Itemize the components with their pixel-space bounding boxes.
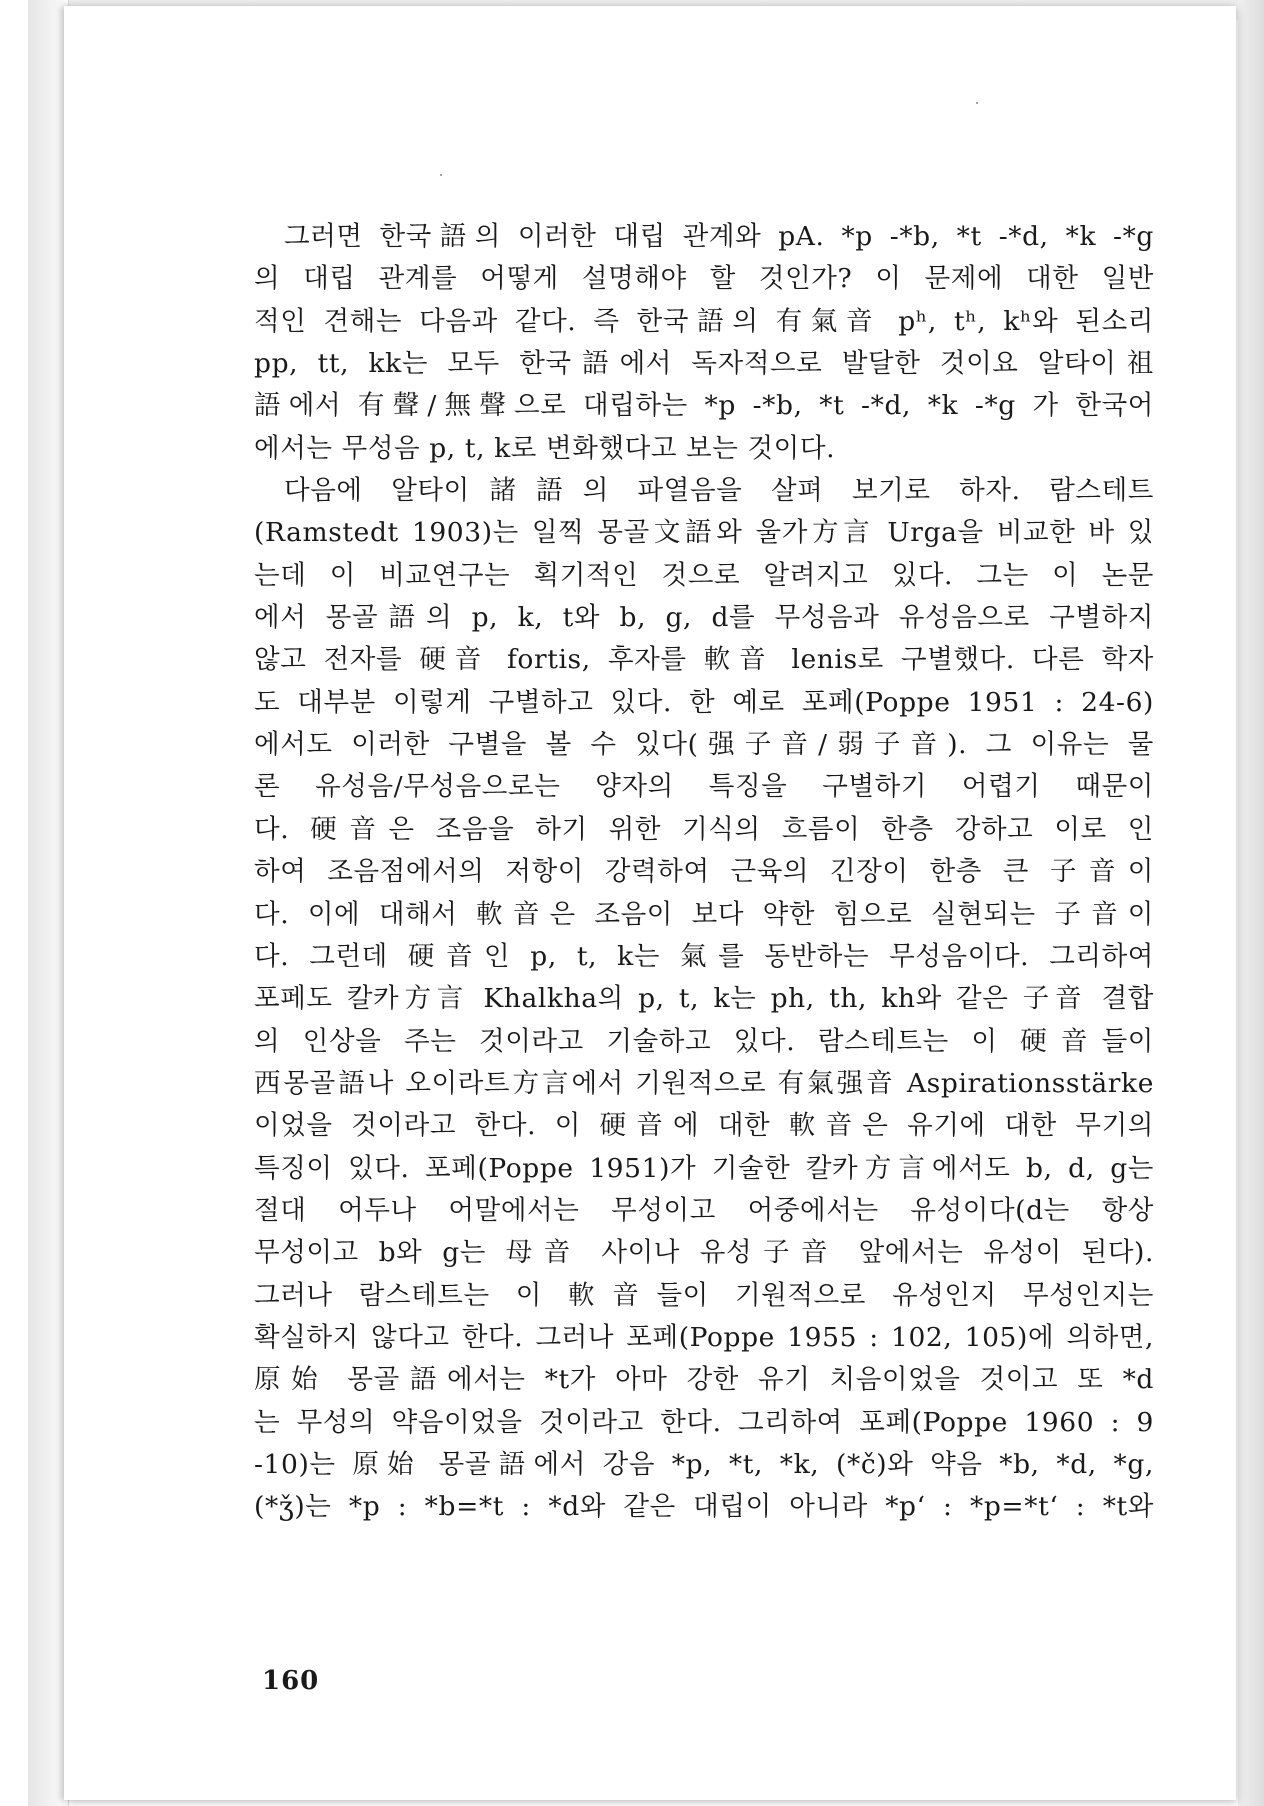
text-line: -10)는 原始 몽골語에서 강음 *p, *t, *k, (*č)와 약음 *b, *d, *g,	[254, 1448, 1154, 1480]
page-speck	[976, 102, 978, 104]
text-line: 는데 이 비교연구는 획기적인 것으로 알려지고 있다. 그는 이 논문	[254, 559, 1154, 591]
book-page	[64, 6, 1236, 1800]
text-line: 그러나 람스테트는 이 軟音들이 기원적으로 유성인지 무성인지는	[254, 1279, 1154, 1311]
text-line: 하여 조음점에서의 저항이 강력하여 근육의 긴장이 한층 큰 子音이	[254, 856, 1154, 888]
text-line: 론 유성음/무성음으로는 양자의 특징을 구별하기 어렵기 때문이	[254, 771, 1154, 803]
text-line: 原始 몽골語에서는 *t가 아마 강한 유기 치음이었을 것이고 또 *d	[254, 1364, 1154, 1396]
text-line: 절대 어두나 어말에서는 무성이고 어중에서는 유성이다(d는 항상	[254, 1194, 1154, 1226]
text-line: 이었을 것이라고 한다. 이 硬音에 대한 軟音은 유기에 대한 무기의	[254, 1110, 1154, 1142]
text-line: 도 대부분 이렇게 구별하고 있다. 한 예로 포페(Poppe 1951 : 24-6)	[254, 686, 1154, 718]
text-line: 語에서 有聲/無聲으로 대립하는 *p -*b, *t -*d, *k -*g 가 한국어	[254, 390, 1154, 422]
text-line: 그러면 한국語의 이러한 대립 관계와 pA. *p -*b, *t -*d, *k -*g	[284, 221, 1154, 252]
text-line: 다. 硬音은 조음을 하기 위한 기식의 흐름이 한층 강하고 이로 인	[254, 813, 1154, 845]
text-line: 西몽골語나 오이라트方言에서 기원적으로 有氣强音 Aspirationsstärke	[254, 1067, 1154, 1099]
text-line: 의 인상을 주는 것이라고 기술하고 있다. 람스테트는 이 硬音들이	[254, 1025, 1154, 1057]
text-line: 포페도 칼카方言 Khalkha의 p, t, k는 ph, th, kh와 같은 子音 결합	[254, 983, 1154, 1015]
text-line: 않고 전자를 硬音 fortis, 후자를 軟音 lenis로 구별했다. 다른 학자	[254, 644, 1154, 676]
text-line: 에서 몽골語의 p, k, t와 b, g, d를 무성음과 유성음으로 구별하지	[254, 602, 1154, 634]
text-line: 다. 그런데 硬音인 p, t, k는 氣를 동반하는 무성음이다. 그리하여	[254, 940, 1154, 972]
text-line: 특징이 있다. 포페(Poppe 1951)가 기술한 칼카方言에서도 b, d, g는	[254, 1152, 1154, 1184]
text-line: (Ramstedt 1903)는 일찍 몽골文語와 울가方言 Urga을 비교한 바 있	[254, 517, 1154, 549]
page-speck	[440, 174, 442, 176]
text-line: pp, tt, kk는 모두 한국語에서 독자적으로 발달한 것이요 알타이祖	[254, 348, 1154, 380]
text-line: 확실하지 않다고 한다. 그러나 포페(Poppe 1955 : 102, 105)에 의하면,	[254, 1321, 1154, 1353]
text-line: 다음에 알타이諸語의 파열음을 살펴 보기로 하자. 람스테트	[284, 475, 1154, 507]
text-line: 는 무성의 약음이었을 것이라고 한다. 그리하여 포페(Poppe 1960 : 9	[254, 1406, 1154, 1438]
book-left-edge	[28, 0, 69, 1806]
text-line: 다. 이에 대해서 軟音은 조음이 보다 약한 힘으로 실현되는 子音이	[254, 898, 1154, 930]
text-line: 에서도 이러한 구별을 볼 수 있다(强子音/弱子音). 그 이유는 물	[254, 729, 1154, 761]
text-line: 에서는 무성음 p, t, k로 변화했다고 보는 것이다.	[254, 432, 836, 464]
text-line: 의 대립 관계를 어떻게 설명해야 할 것인가? 이 문제에 대한 일반	[254, 263, 1154, 295]
book-right-edge	[1238, 0, 1264, 1806]
text-line: 무성이고 b와 g는 母音 사이나 유성子音 앞에서는 유성이 된다).	[254, 1237, 1154, 1269]
text-line: 적인 견해는 다음과 같다. 즉 한국語의 有氣音 pʰ, tʰ, kʰ와 된소리	[254, 305, 1154, 337]
body-text	[254, 216, 1154, 1529]
page-number: 160	[262, 1666, 320, 1696]
text-line: (*ǯ)는 *p : *b=*t : *d와 같은 대립이 아니라 *p‘ : *p=*t‘ : *t와	[254, 1491, 1154, 1523]
